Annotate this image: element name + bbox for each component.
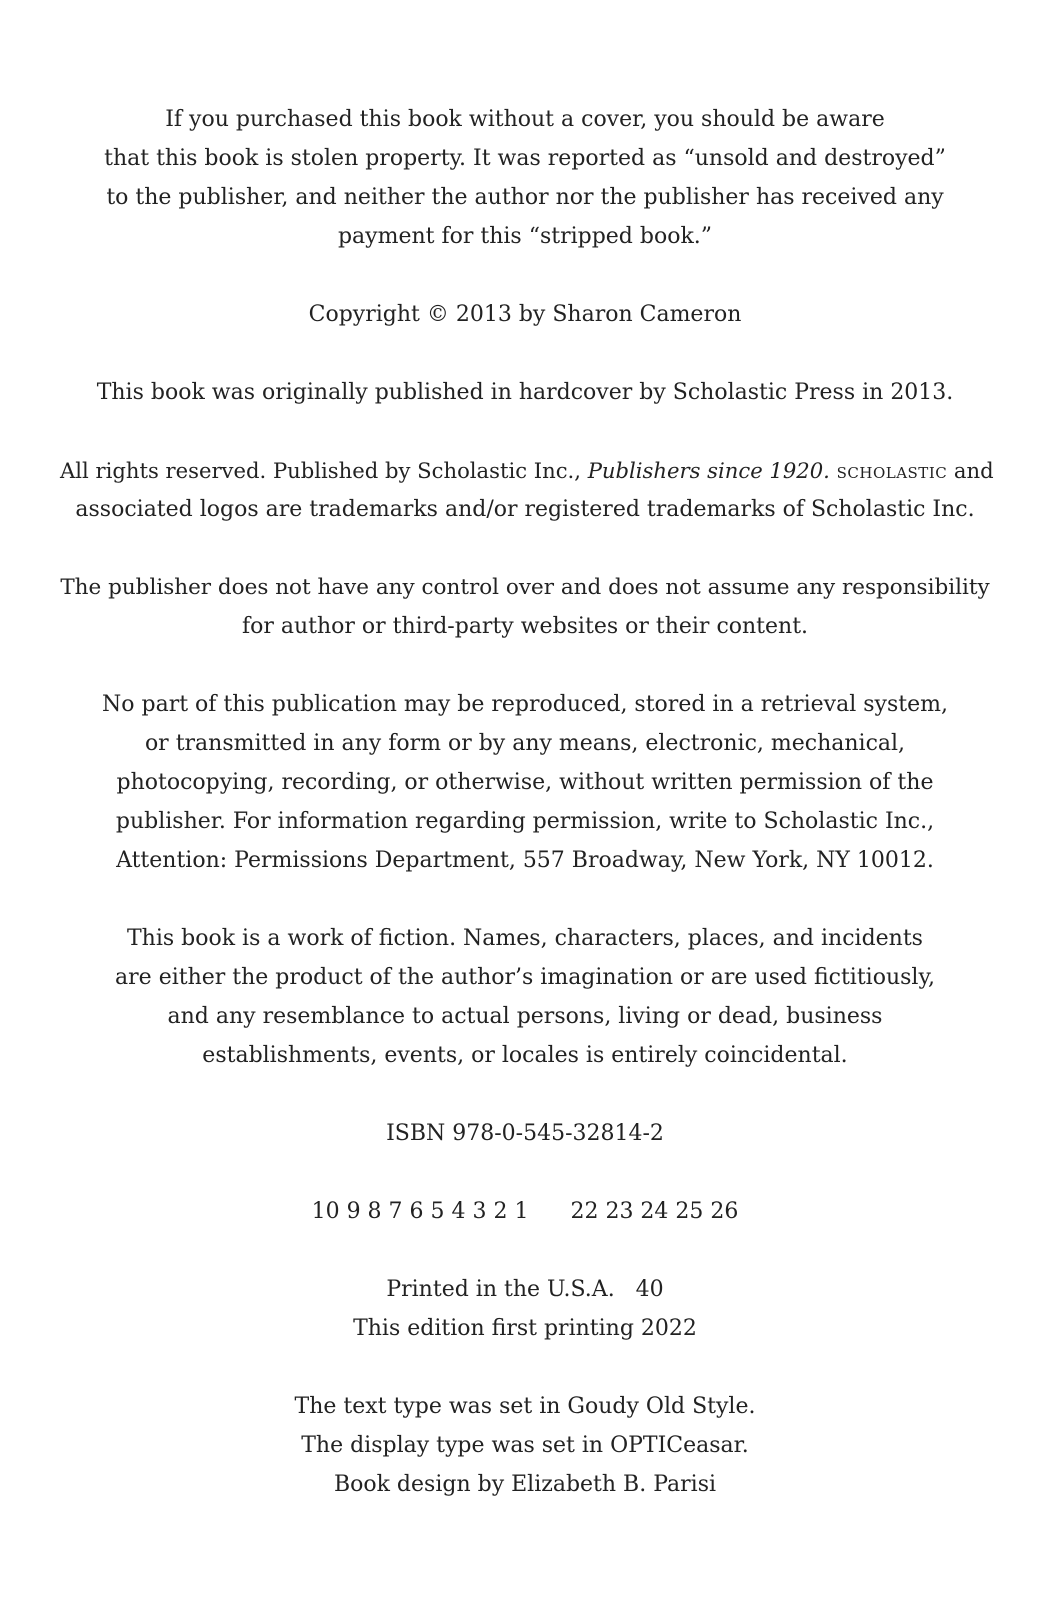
isbn: ISBN 978-0-545-32814-2 xyxy=(386,1121,664,1146)
original-publication-notice xyxy=(60,373,990,412)
isbn-block xyxy=(60,1114,990,1153)
reproduction-notice xyxy=(60,685,990,880)
rights-suffix: and xyxy=(947,458,994,483)
text-line: payment for this “stripped book.” xyxy=(337,224,713,249)
printed-info xyxy=(60,1270,990,1348)
page-content xyxy=(60,100,994,1504)
text-line: If you purchased this book without a cover, you should be aware xyxy=(165,107,885,132)
text-line: photocopying, recording, or otherwise, without written permission of the xyxy=(116,770,934,795)
text-line: and any resemblance to actual persons, living or dead, business xyxy=(167,1004,883,1029)
text-line: Attention: Permissions Department, 557 Broadway, New York, NY 10012. xyxy=(116,848,934,873)
text-line: are either the product of the author’s imagination or are used fictitiously, xyxy=(115,965,935,990)
publisher-since: Publishers since 1920. xyxy=(587,458,830,483)
print-numbers: 10 9 8 7 6 5 4 3 2 1 xyxy=(311,1199,529,1224)
text-line: This book is a work of fiction. Names, characters, places, and incidents xyxy=(127,926,923,951)
text-line: publisher. For information regarding permission, write to Scholastic Inc., xyxy=(115,809,935,834)
text-line: No part of this publication may be reproduced, stored in a retrieval system, xyxy=(102,692,948,717)
rights-line-2: associated logos are trademarks and/or registered trademarks of Scholastic Inc. xyxy=(75,497,975,522)
printing-numbers-row xyxy=(60,1192,990,1231)
typography-credits xyxy=(60,1387,990,1504)
text-line: to the publisher, and neither the author nor the publisher has received any xyxy=(106,185,944,210)
display-type-line: The display type was set in OPTICeasar. xyxy=(301,1433,749,1458)
text-line: or transmitted in any form or by any means, electronic, mechanical, xyxy=(144,731,906,756)
scholastic-trademark: scholastic xyxy=(836,458,948,483)
rights-notice xyxy=(60,451,994,529)
stripped-book-notice xyxy=(60,100,990,256)
edition-line: This edition first printing 2022 xyxy=(353,1316,697,1341)
text-type-line: The text type was set in Goudy Old Style. xyxy=(294,1394,756,1419)
rights-line-1 xyxy=(60,451,994,490)
text-line: The publisher does not have any control over and does not assume any responsibility xyxy=(60,575,990,600)
printed-in-line: Printed in the U.S.A. 40 xyxy=(386,1277,664,1302)
text-line: establishments, events, or locales is entirely coincidental. xyxy=(202,1043,848,1068)
original-publication-line: This book was originally published in hardcover by Scholastic Press in 2013. xyxy=(96,380,954,405)
rights-prefix: All rights reserved. Published by Scholastic Inc., xyxy=(60,458,588,483)
responsibility-notice xyxy=(60,568,990,646)
year-numbers: 22 23 24 25 26 xyxy=(570,1199,739,1224)
text-line: that this book is stolen property. It was reported as “unsold and destroyed” xyxy=(104,146,946,171)
copyright-line: Copyright © 2013 by Sharon Cameron xyxy=(308,302,742,327)
fiction-disclaimer xyxy=(60,919,990,1075)
book-design-line: Book design by Elizabeth B. Parisi xyxy=(333,1472,717,1497)
copyright-notice xyxy=(60,295,990,334)
printing-line xyxy=(60,1192,990,1231)
text-line: for author or third-party websites or their content. xyxy=(241,614,809,639)
